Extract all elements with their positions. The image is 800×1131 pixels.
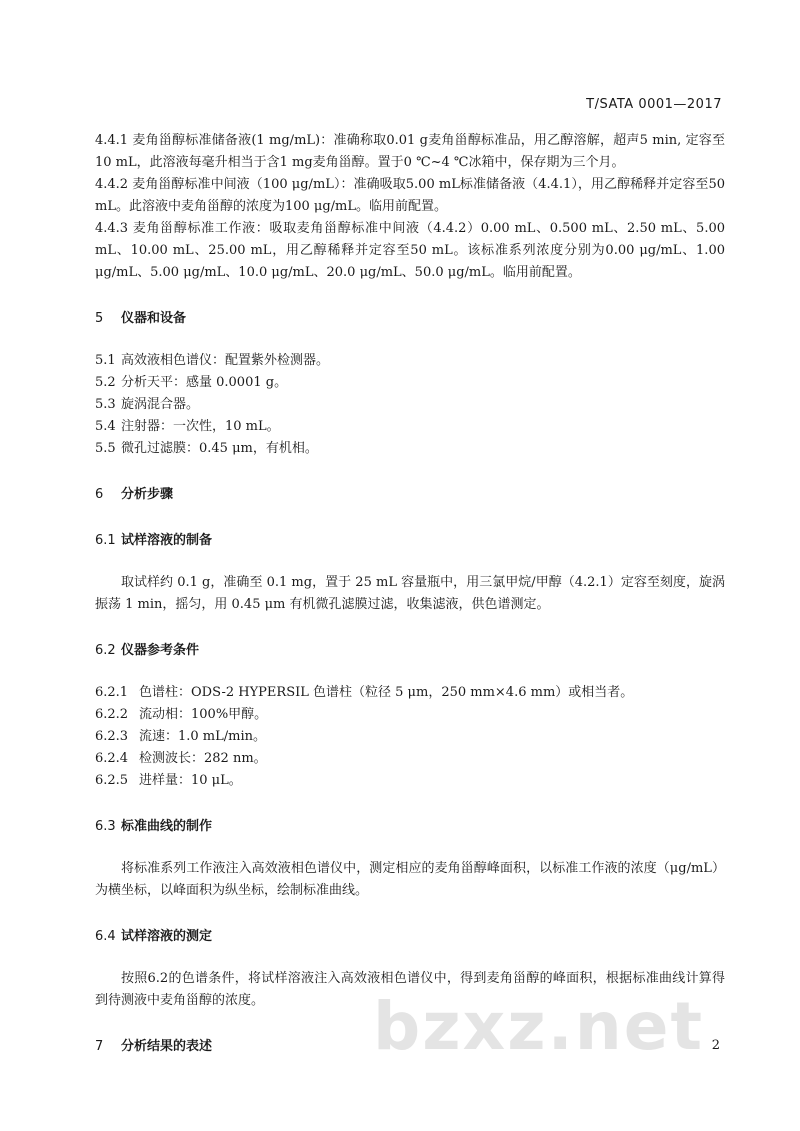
item-number: 5.1 [95, 353, 116, 368]
subsection-6-4-heading [95, 926, 725, 948]
list-item [95, 372, 725, 394]
subsection-6-1-heading [95, 530, 725, 552]
item-number: 5.4 [95, 419, 116, 434]
section-number: 7 [95, 1039, 104, 1054]
subsection-6-3-heading [95, 816, 725, 838]
item-text: 旋涡混合器。 [121, 397, 200, 412]
paragraph-6-3: 将标准系列工作液注入高效液相色谱仪中，测定相应的麦角甾醇峰面积，以标准工作液的浓度（μg/mL）为横坐标，以峰面积为纵坐标，绘制标准曲线。 [95, 861, 725, 898]
item-number: 6.2.5 [95, 773, 129, 788]
item-text: 微孔过滤膜：0.45 μm，有机相。 [121, 441, 318, 456]
list-item [95, 394, 725, 416]
item-text: 分析天平：感量 0.0001 g。 [121, 375, 288, 390]
list-item [95, 704, 725, 726]
watermark: bzxz.net [373, 988, 705, 1065]
item-number: 6.2.4 [95, 751, 129, 766]
item-number: 6.2.2 [95, 707, 129, 722]
section-title: 分析结果的表述 [121, 1039, 213, 1054]
item-text: 进样量：10 μL。 [139, 773, 242, 788]
section-number: 6 [95, 487, 104, 502]
paragraph-6-1: 取试样约 0.1 g，准确至 0.1 mg，置于 25 mL 容量瓶中，用三氯甲烷/甲醇（4.2.1）定容至刻度，旋涡振荡 1 min，摇匀，用 0.45 μm 有机微孔滤膜过滤，收集滤液，供色谱测定。 [95, 575, 725, 612]
section-title: 仪器和设备 [121, 311, 187, 326]
clause-4-4-2: 4.4.2 麦角甾醇标准中间液（100 μg/mL）：准确吸取5.00 mL标准储备液（4.4.1），用乙醇稀释并定容至50 mL。此溶液中麦角甾醇的浓度为100 μg/mL。临用前配置。 [95, 177, 725, 214]
page-number: 2 [711, 1038, 720, 1053]
list-item [95, 416, 725, 438]
list-item [95, 726, 725, 748]
standard-code-header: T/SATA 0001—2017 [586, 97, 722, 112]
item-text: 高效液相色谱仪：配置紫外检测器。 [121, 353, 330, 368]
subsection-title: 试样溶液的制备 [121, 533, 213, 548]
section-6-heading [95, 484, 725, 506]
item-text: 注射器：一次性，10 mL。 [121, 419, 280, 434]
item-text: 检测波长：282 nm。 [139, 751, 267, 766]
item-number: 5.3 [95, 397, 116, 412]
clause-4-4-1: 4.4.1 麦角甾醇标准储备液(1 mg/mL)：准确称取0.01 g麦角甾醇标准品，用乙醇溶解，超声5 min, 定容至10 mL，此溶液每毫升相当于含1 mg麦角甾醇。置于0 ℃~4 ℃冰箱中，保存期为三个月。 [95, 133, 725, 170]
item-number: 5.5 [95, 441, 116, 456]
item-number: 6.2.1 [95, 685, 129, 700]
item-text: 流速：1.0 mL/min。 [139, 729, 267, 744]
subsection-number: 6.3 [95, 819, 116, 834]
subsection-title: 标准曲线的制作 [121, 819, 213, 834]
list-item [95, 770, 725, 792]
item-text: 色谱柱：ODS-2 HYPERSIL 色谱柱（粒径 5 μm，250 mm×4.6 mm）或相当者。 [139, 685, 634, 700]
paragraph-6-4: 按照6.2的色谱条件，将试样溶液注入高效液相色谱仪中，得到麦角甾醇的峰面积，根据标准曲线计算得到待测液中麦角甾醇的浓度。 [95, 971, 725, 1008]
section-title: 分析步骤 [121, 487, 174, 502]
item-text: 流动相：100%甲醇。 [139, 707, 268, 722]
list-item [95, 682, 725, 704]
list-item [95, 748, 725, 770]
subsection-number: 6.1 [95, 533, 116, 548]
subsection-6-2-heading [95, 640, 725, 662]
subsection-title: 仪器参考条件 [121, 643, 200, 658]
list-item [95, 438, 725, 460]
section-5-heading [95, 308, 725, 330]
item-number: 6.2.3 [95, 729, 129, 744]
document-body [95, 130, 725, 1058]
list-item [95, 350, 725, 372]
clause-4-4-3: 4.4.3 麦角甾醇标准工作液：吸取麦角甾醇标准中间液（4.4.2）0.00 mL、0.500 mL、2.50 mL、5.00 mL、10.00 mL、25.00 mL，用乙醇稀释并定容至50 mL。该标准系列浓度分别为0.00 μg/mL、1.00 μg/mL、5.00 μg/mL、10.0 μg/mL、20.0 μg/mL、50.0 μg/mL。临用前配置。 [95, 221, 725, 280]
section-number: 5 [95, 311, 104, 326]
subsection-number: 6.2 [95, 643, 116, 658]
subsection-number: 6.4 [95, 929, 116, 944]
subsection-title: 试样溶液的测定 [121, 929, 213, 944]
item-number: 5.2 [95, 375, 116, 390]
